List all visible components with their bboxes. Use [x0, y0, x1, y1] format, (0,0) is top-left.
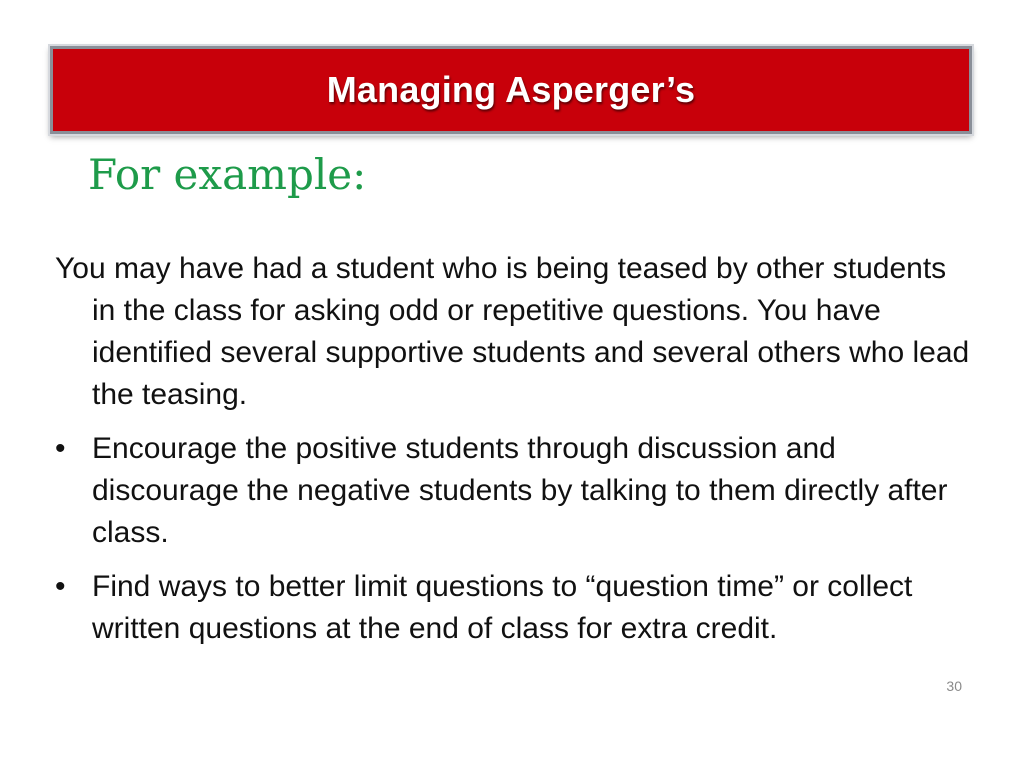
- bullet-icon: •: [55, 570, 66, 603]
- bullet-text: Find ways to better limit questions to “question time” or collect written questions at the end of class for extra credit.: [92, 570, 913, 645]
- slide-title: Managing Asperger’s: [326, 69, 696, 110]
- intro-paragraph: You may have had a student who is being teased by other students in the class for asking odd or repetitive questions. You have identified several supportive students and several others who lead the teasing.: [55, 252, 970, 411]
- bullet-icon: •: [55, 432, 66, 465]
- bullet-item: [55, 428, 975, 554]
- page-number: 30: [946, 678, 962, 694]
- bullet-item: [55, 566, 975, 650]
- bullet-text: Encourage the positive students through discussion and discourage the negative students by talking to them directly after class.: [92, 432, 948, 549]
- slide-subtitle: For example:: [88, 150, 367, 199]
- slide-body: [55, 248, 975, 662]
- title-banner: [50, 46, 972, 134]
